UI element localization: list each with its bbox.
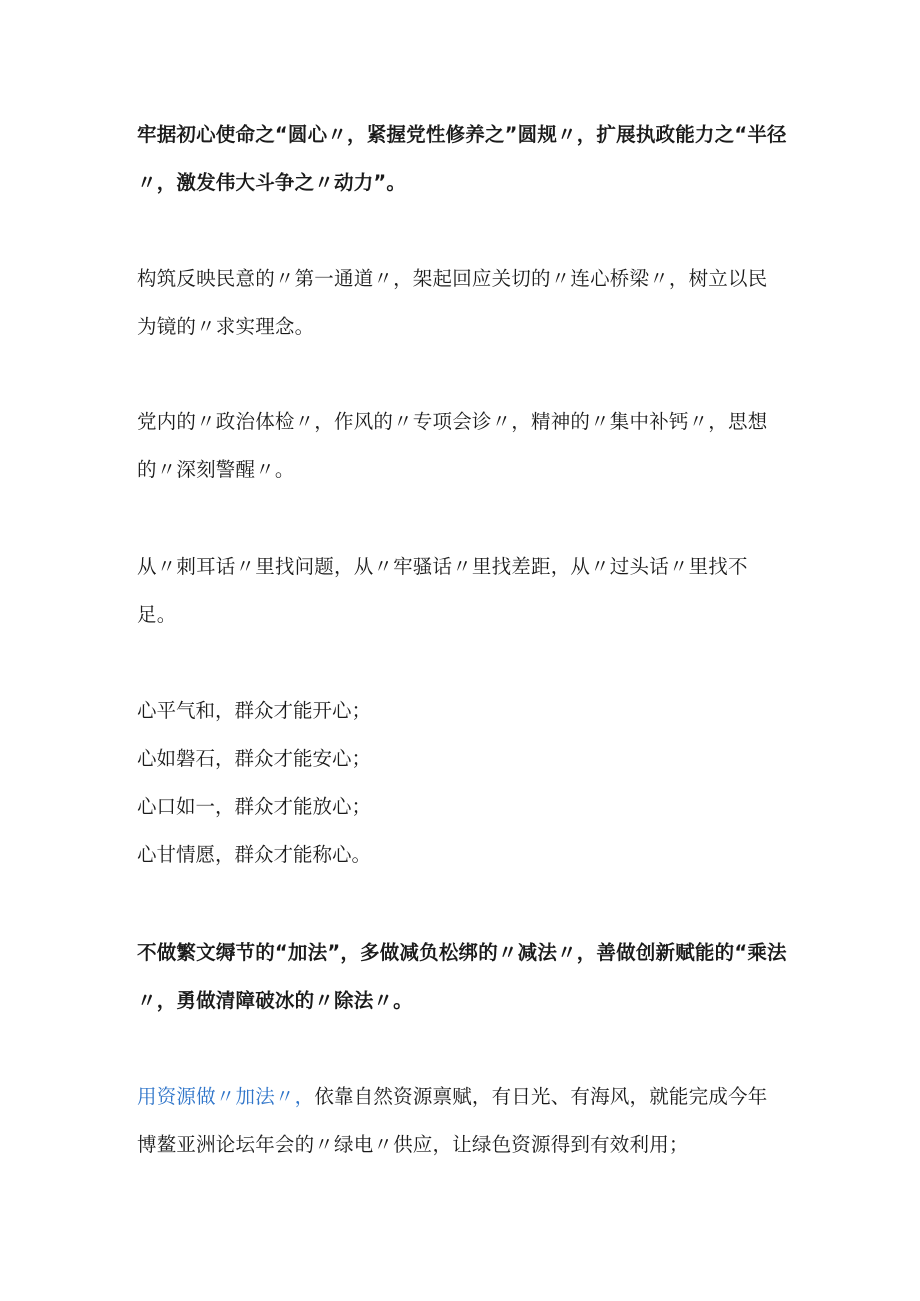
highlighted-phrase: 用资源做〃加法〃， xyxy=(137,1085,315,1108)
list-line-3: 心口如一，群众才能放心； xyxy=(137,795,372,818)
list-line-2: 心如磐石，群众才能安心； xyxy=(137,747,372,770)
paragraph-2: 构筑反映民意的〃第一通道〃，架起回应关切的〃连心桥梁〃，树立以民为镜的〃求实理念。 xyxy=(137,267,768,338)
paragraph-heading-2: 不做繁文缛节的“加法”，多做减负松绑的〃减法〃，善做创新赋能的“乘法〃，勇做清障破冰的〃除法〃。 xyxy=(137,941,787,1012)
paragraph-6-text: 依靠自然资源禀赋，有日光、有海风，就能完成今年博鳌亚洲论坛年会的〃绿电〃供应，让绿色资源得到有效利用； xyxy=(137,1085,768,1156)
paragraph-3: 党内的〃政治体检〃，作风的〃专项会诊〃，精神的〃集中补钙〃，思想的〃深刻警醒〃。 xyxy=(137,410,768,481)
paragraph-4: 从〃刺耳话〃里找问题，从〃牢骚话〃里找差距，从〃过头话〃里找不足。 xyxy=(137,555,748,626)
list-line-4: 心甘情愿，群众才能称心。 xyxy=(137,843,372,866)
list-line-1: 心平气和，群众才能开心； xyxy=(137,699,372,722)
paragraph-heading-1: 牢据初心使命之“圆心〃，紧握党性修养之”圆规〃，扩展执政能力之“半径〃，激发伟大斗争之〃动力”。 xyxy=(137,123,787,194)
paragraph-6 xyxy=(137,1073,787,1169)
